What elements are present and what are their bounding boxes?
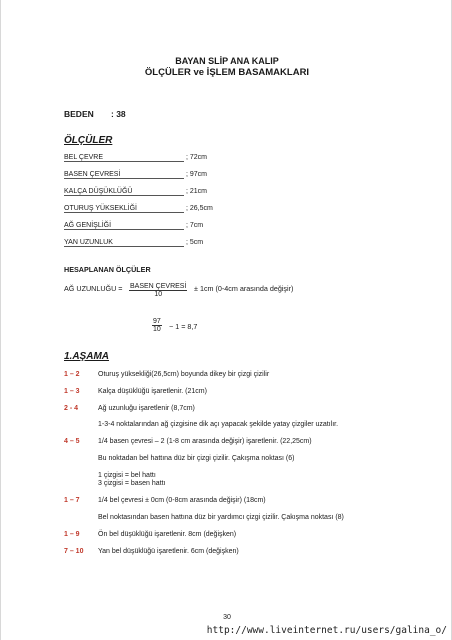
calc-result: − 1 = 8,7 bbox=[169, 322, 198, 331]
step-number: 7 – 10 bbox=[64, 548, 84, 555]
olculer-heading: ÖLÇÜLER bbox=[64, 135, 113, 146]
measurement-row bbox=[64, 222, 264, 230]
watermark-url[interactable]: http://www.liveinternet.ru/users/galina_o/ bbox=[206, 625, 447, 636]
step-text: 1/4 basen çevresi – 2 (1-8 cm arasında değişir) işaretlenir. (22,25cm) bbox=[98, 438, 312, 445]
page-number: 30 bbox=[223, 614, 231, 621]
beden-label: BEDEN bbox=[64, 109, 94, 119]
measurement-name: BEL ÇEVRE bbox=[64, 154, 184, 162]
measurement-value: ; 26,5cm bbox=[186, 205, 213, 212]
step-text: 3 çizgisi = basen hattı bbox=[98, 480, 166, 487]
measurement-value: ; 72cm bbox=[186, 154, 208, 161]
formula-suffix: ± 1cm (0-4cm arasında değişir) bbox=[194, 284, 294, 293]
step-number: 4 – 5 bbox=[64, 438, 80, 445]
beden-value: : 38 bbox=[111, 109, 126, 119]
step-text: 1 çizgisi = bel hattı bbox=[98, 472, 156, 479]
formula-denominator: 10 bbox=[154, 291, 163, 298]
measurement-value: ; 5cm bbox=[186, 239, 204, 246]
step-number: 1 – 2 bbox=[64, 371, 80, 378]
step-number: 2 - 4 bbox=[64, 405, 79, 412]
step-text: Ön bel düşüklüğü işaretlenir. 8cm (değişken) bbox=[98, 531, 237, 538]
asama-heading: 1.AŞAMA bbox=[64, 351, 110, 362]
formula-fraction bbox=[129, 283, 187, 298]
measurement-value: ; 21cm bbox=[186, 188, 208, 195]
measurement-row bbox=[64, 171, 264, 179]
measurement-name: YAN UZUNLUK bbox=[64, 239, 184, 247]
measurement-row bbox=[64, 239, 264, 247]
step-text: Bu noktadan bel hattına düz bir çizgi çizilir. Çakışma noktası (6) bbox=[98, 455, 295, 462]
measurement-name: AĞ GENİŞLİĞİ bbox=[64, 222, 184, 230]
measurement-row bbox=[64, 188, 264, 196]
measurement-name: KALÇA DÜŞÜKLÜĞÜ bbox=[64, 188, 184, 196]
step-text: Oturuş yüksekliği(26,5cm) boyunda dikey bir çizgi çizilir bbox=[98, 371, 270, 378]
formula-prefix: AĞ UZUNLUĞU = bbox=[64, 284, 123, 293]
calc-denominator: 10 bbox=[153, 326, 161, 333]
measurement-value: ; 97cm bbox=[186, 171, 208, 178]
hesaplanan-heading: HESAPLANAN ÖLÇÜLER bbox=[64, 265, 151, 274]
measurement-row bbox=[64, 205, 264, 213]
step-number: 1 – 3 bbox=[64, 388, 80, 395]
formula-numerator: BASEN ÇEVRESİ bbox=[130, 283, 187, 290]
step-text: 1/4 bel çevresi ± 0cm (0-8cm arasında değişir) (18cm) bbox=[98, 497, 266, 504]
calc-fraction bbox=[152, 318, 162, 333]
step-number: 1 – 7 bbox=[64, 497, 80, 504]
measurement-row bbox=[64, 154, 264, 162]
title-line-1: BAYAN SLİP ANA KALIP bbox=[175, 56, 279, 66]
calc-numerator: 97 bbox=[153, 318, 161, 325]
step-text: Bel noktasından basen hattına düz bir yardımcı çizgi çizilir. Çakışma noktası (8) bbox=[98, 514, 344, 521]
step-text: Yan bel düşüklüğü işaretlenir. 6cm (değişken) bbox=[98, 548, 239, 555]
measurement-name: BASEN ÇEVRESİ bbox=[64, 171, 184, 179]
title-line-2: ÖLÇÜLER ve İŞLEM BASAMAKLARI bbox=[144, 67, 310, 78]
measurement-name: OTURUŞ YÜKSEKLİĞİ bbox=[64, 205, 184, 213]
step-text: 1-3-4 noktalarından ağ çizgisine dik açı yapacak şekilde yatay çizgiler uzatılır. bbox=[98, 421, 339, 428]
measurement-value: ; 7cm bbox=[186, 222, 204, 229]
step-number: 1 – 9 bbox=[64, 531, 80, 538]
step-text: Ağ uzunluğu işaretlenir (8,7cm) bbox=[98, 405, 195, 412]
step-text: Kalça düşüklüğü işaretlenir. (21cm) bbox=[98, 388, 207, 395]
